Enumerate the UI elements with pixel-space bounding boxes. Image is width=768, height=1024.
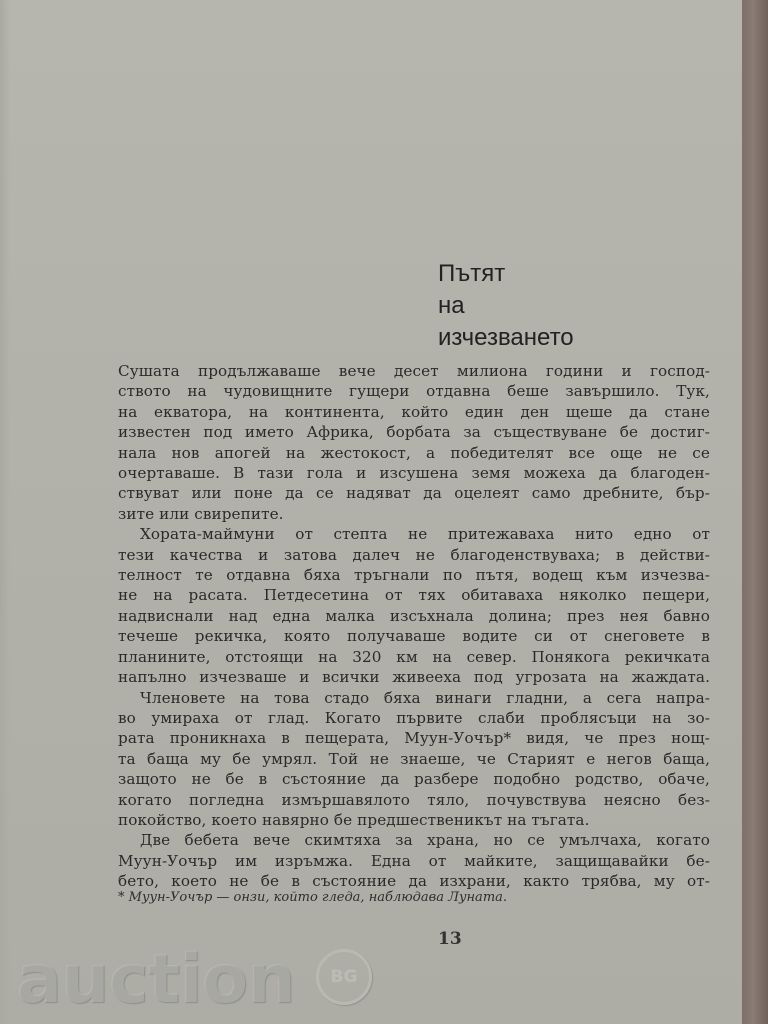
text-line: рата проникнаха в пещерата, Муун-Уочър* видя, че през нощ- — [118, 729, 710, 748]
chapter-title — [438, 258, 574, 354]
table-surface — [738, 0, 768, 1024]
footnote: * Муун-Уочър — онзи, който гледа, наблюдава Луната. — [118, 890, 508, 905]
text-line: ството на чудовищните гущери отдавна беше завършило. Тук, — [118, 382, 710, 401]
text-line: защото не бе в състояние да разбере подобно родство, обаче, — [118, 770, 710, 789]
text-line: ствуват или поне да се надяват да оцелеят само дребните, бър- — [118, 484, 710, 503]
text-line: покойство, което навярно бе предшественикът на тъгата. — [118, 810, 590, 829]
text-line: тези качества и затова далеч не благоденствуваха; в действи- — [118, 545, 710, 564]
text-line: бето, което не бе в състояние да изхрани, както трябва, му от- — [118, 872, 710, 891]
text-line: Хората-маймуни от степта не притежаваха нито едно от — [140, 525, 710, 544]
text-line: напълно изчезваше и всички живееха под угрозата на жаждата. — [118, 668, 710, 687]
text-line: Сушата продължаваше вече десет милиона години и господ- — [118, 362, 710, 380]
chapter-title-line: изчезването — [438, 324, 574, 351]
text-line: нала нов апогей на жестокост, а победителят все още не се — [118, 443, 710, 462]
text-line: когато погледна измършавялото тяло, почувствува неясно без- — [118, 790, 710, 809]
page-number: 13 — [438, 929, 462, 949]
text-line: зите или свирепите. — [118, 504, 284, 523]
text-line: Две бебета вече скимтяха за храна, но се умълчаха, когато — [140, 831, 710, 850]
text-line: во умираха от глад. Когато първите слаби проблясъци на зо- — [118, 708, 710, 727]
text-line: телност те отдавна бяха тръгнали по пътя, водещ към изчезва- — [118, 566, 710, 585]
text-line: не на расата. Петдесетина от тях обитаваха няколко пещери, — [118, 586, 710, 605]
watermark-badge: BG — [316, 949, 372, 1005]
text-line: на екватора, на континента, който един ден щеше да стане — [118, 402, 710, 421]
chapter-title-line: на — [438, 292, 465, 319]
body-text — [118, 361, 710, 892]
text-line: надвиснали над една малка изсъхнала долина; през нея бавно — [118, 606, 710, 625]
text-line: та баща му бе умрял. Той не знаеше, че Старият е негов баща, — [118, 749, 710, 768]
watermark-logo: auction — [16, 940, 295, 1019]
text-line: известен под името Африка, борбата за съществуване бе достиг- — [118, 423, 710, 442]
text-line: Членовете на това стадо бяха винаги гладни, а сега напра- — [140, 688, 710, 707]
text-line: Муун-Уочър им изръмжа. Една от майките, защищавайки бе- — [118, 851, 710, 870]
text-line: течеше рекичка, която получаваше водите си от снеговете в — [118, 627, 710, 646]
text-line: очертаваше. В тази гола и изсушена земя можеха да благоден- — [118, 464, 710, 483]
chapter-title-line: Пътят — [438, 260, 506, 287]
text-line: планините, отстоящи на 320 км на север. Понякога рекичката — [118, 647, 710, 666]
